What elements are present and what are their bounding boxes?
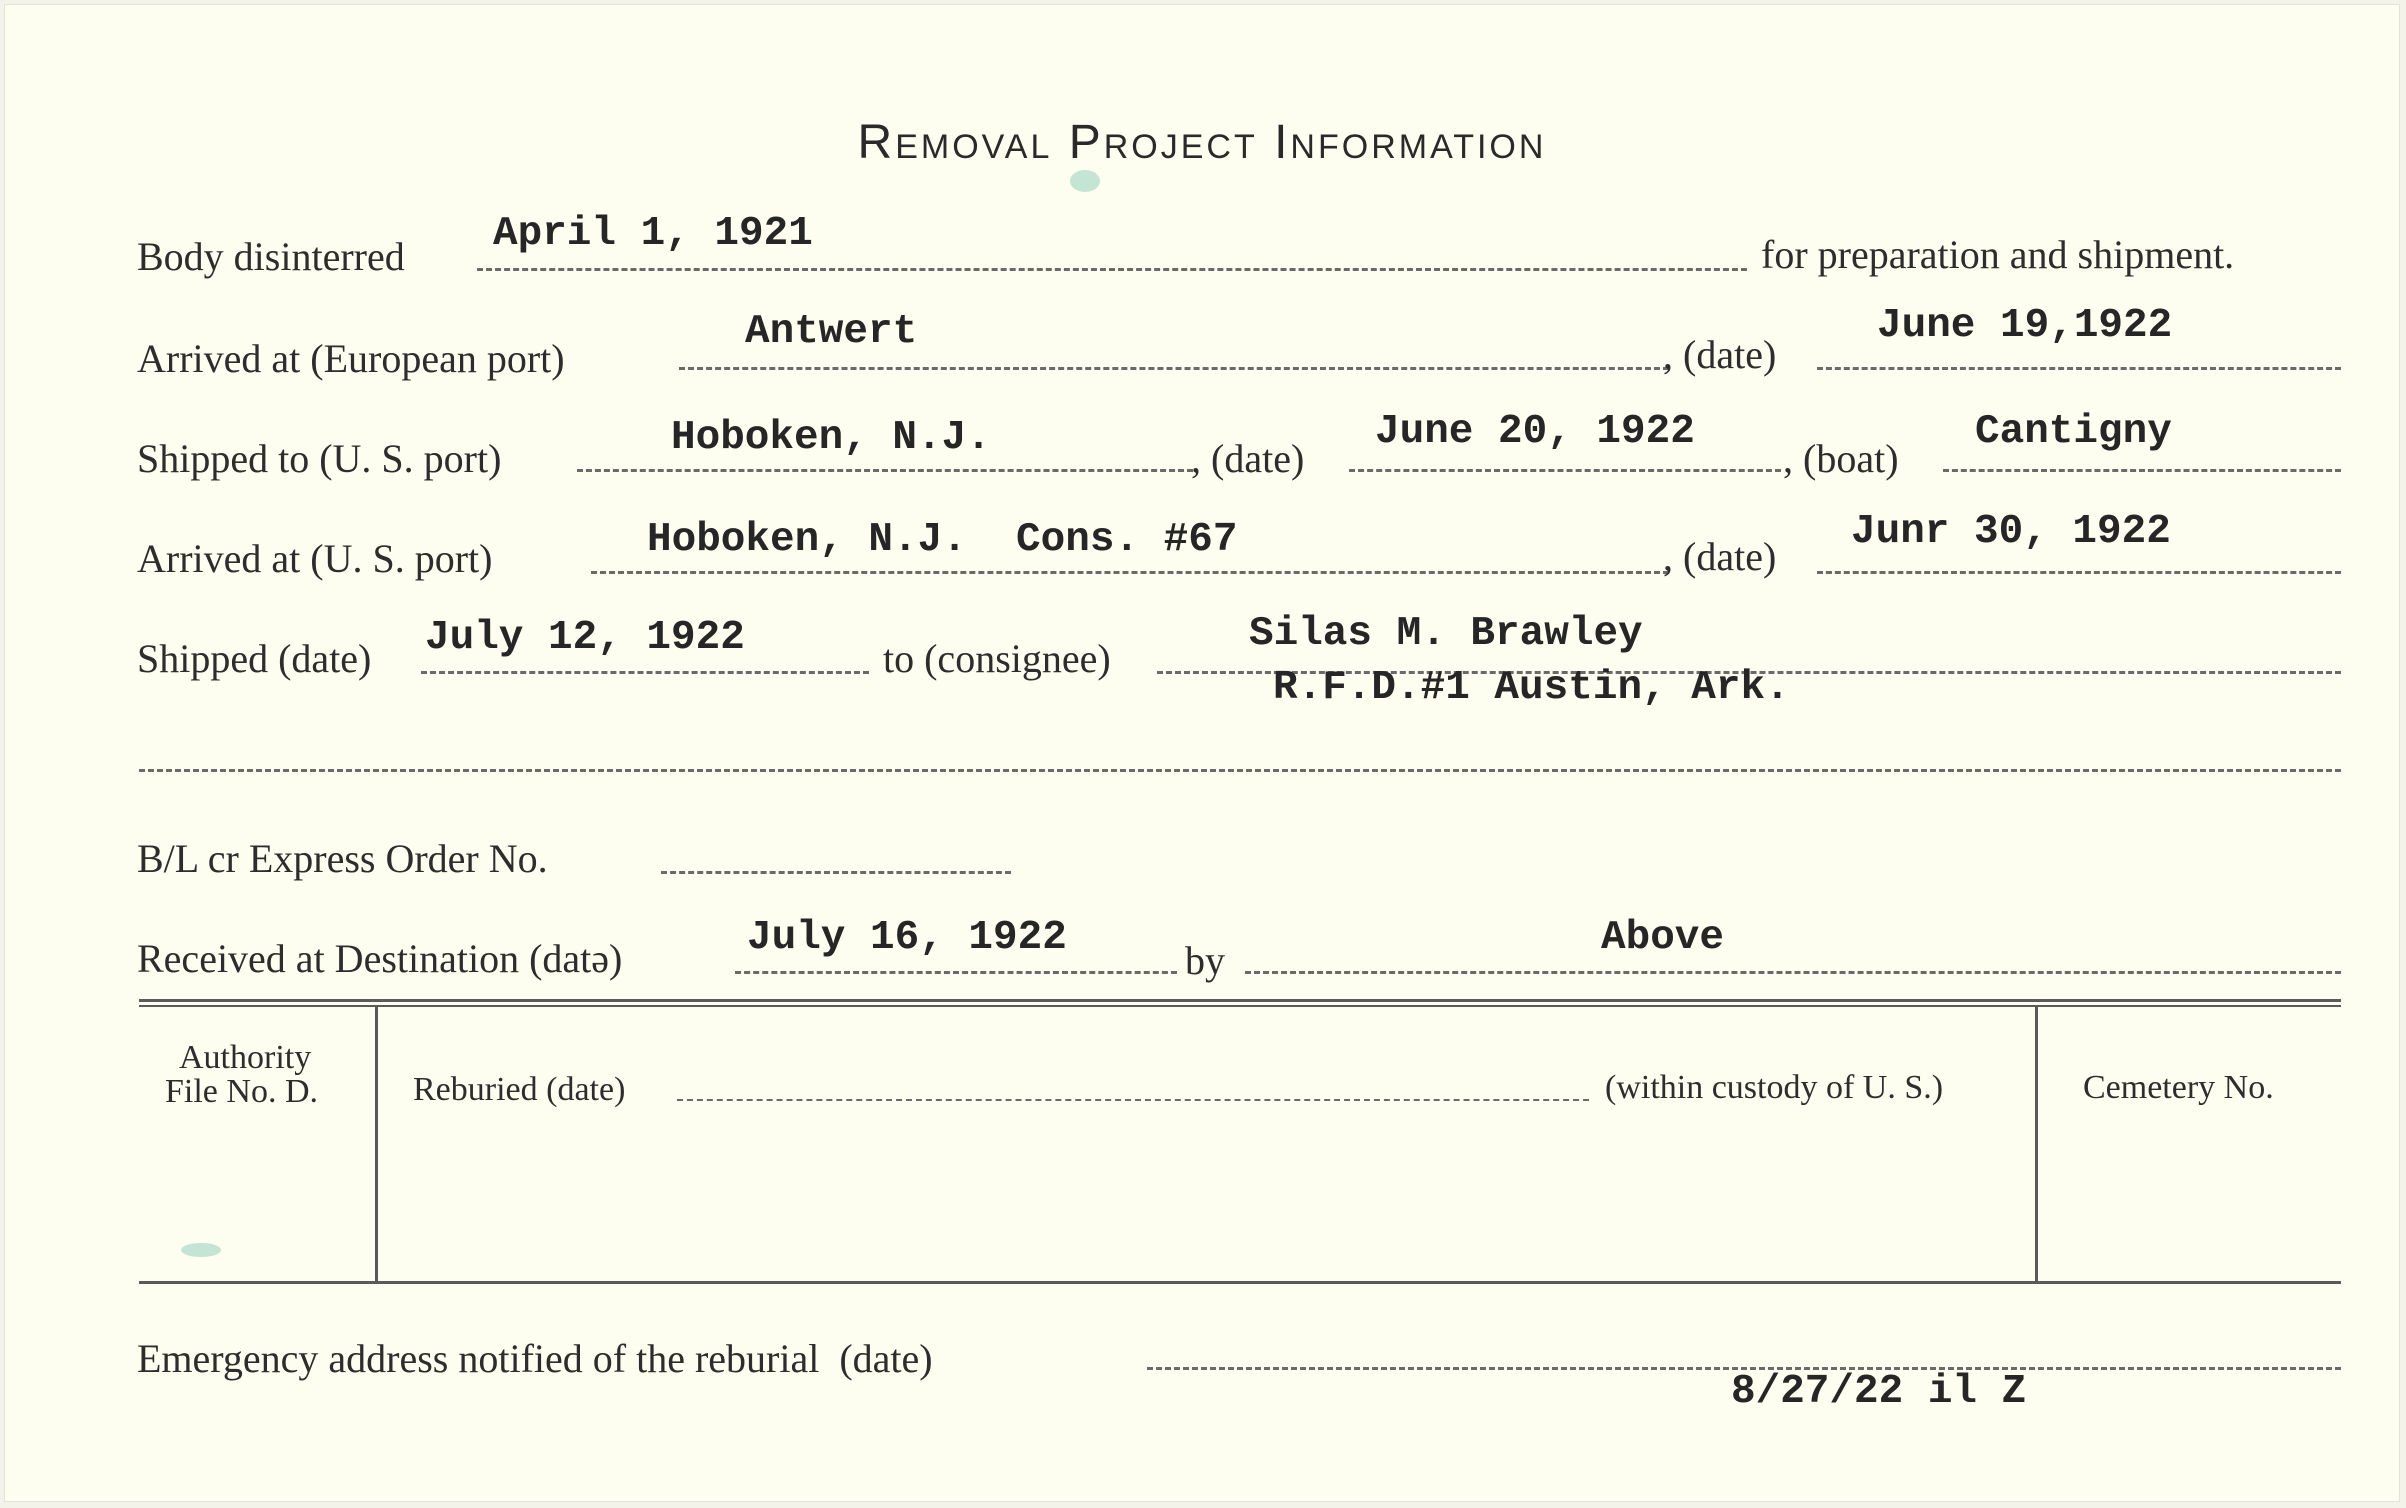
us-shipped-date-value: June 20, 1922 (1375, 409, 1695, 455)
european-port-line (679, 367, 1669, 370)
bl-order-line (661, 871, 1011, 874)
us-port-shipped-value: Hoboken, N.J. (671, 415, 991, 461)
boat-label: , (boat) (1783, 436, 1899, 481)
european-date-label: , (date) (1663, 332, 1777, 377)
european-date-line (1817, 367, 2341, 370)
consignee-address: R.F.D.#1 Austin, Ark. (1273, 665, 1790, 711)
authority-label-line1: Authority (179, 1039, 312, 1076)
european-port-label: Arrived at (European port) (137, 336, 565, 381)
reburied-label: Reburied (date) (413, 1071, 626, 1108)
received-by-label: by (1185, 938, 1225, 983)
boat-line (1943, 469, 2341, 472)
body-disinterred-suffix: for preparation and shipment. (1761, 232, 2235, 277)
us-port-shipped-label: Shipped to (U. S. port) (137, 436, 502, 481)
us-shipped-date-line (1349, 469, 1781, 472)
european-date-value: June 19,1922 (1877, 303, 2173, 349)
bl-order-label: B/L cr Express Order No. (137, 836, 548, 881)
emergency-note: 8/27/22 il Z (1731, 1369, 2027, 1415)
us-arrived-date-label: , (date) (1663, 534, 1777, 579)
received-date-value: July 16, 1922 (747, 915, 1067, 961)
shipped-date-label: Shipped (date) (137, 636, 372, 681)
cemetery-label: Cemetery No. (2083, 1069, 2274, 1106)
us-port-shipped-line (577, 469, 1193, 472)
box-top-rule-2 (139, 1005, 2341, 1007)
ink-speck (1070, 170, 1100, 192)
boat-value: Cantigny (1975, 409, 2172, 455)
shipped-date-value: July 12, 1922 (425, 615, 745, 661)
emergency-label: Emergency address notified of the reburial (date) (137, 1336, 933, 1381)
received-by-line (1245, 971, 2341, 974)
us-arrived-date-value: Junr 30, 1922 (1851, 509, 2171, 555)
blank-line (139, 769, 2341, 772)
us-shipped-date-label: , (date) (1191, 436, 1305, 481)
us-port-arrived-value: Hoboken, N.J. Cons. #67 (647, 517, 1238, 563)
record-card (4, 4, 2400, 1502)
received-date-line (735, 971, 1177, 974)
box-bottom-rule (139, 1281, 2341, 1284)
body-disinterred-line (477, 268, 1747, 271)
authority-label-line2: File No. D. (165, 1073, 318, 1110)
us-port-arrived-label: Arrived at (U. S. port) (137, 536, 493, 581)
custody-label: (within custody of U. S.) (1605, 1069, 1944, 1106)
consignee-label: to (consignee) (883, 636, 1111, 681)
european-port-value: Antwert (745, 309, 918, 355)
ink-speck-2 (181, 1243, 221, 1257)
box-left-divider (375, 1007, 378, 1281)
consignee-name: Silas M. Brawley (1249, 611, 1643, 657)
form-title: Removal Project Information (857, 116, 1547, 169)
shipped-date-line (421, 671, 869, 674)
box-top-rule (139, 999, 2341, 1002)
received-label: Received at Destination (datə) (137, 936, 623, 981)
body-disinterred-label: Body disinterred (137, 234, 405, 279)
body-disinterred-date: April 1, 1921 (493, 211, 813, 257)
received-by-value: Above (1601, 915, 1725, 961)
us-port-arrived-line (591, 571, 1669, 574)
us-arrived-date-line (1817, 571, 2341, 574)
reburied-line (677, 1099, 1589, 1101)
box-right-divider (2035, 1007, 2038, 1281)
